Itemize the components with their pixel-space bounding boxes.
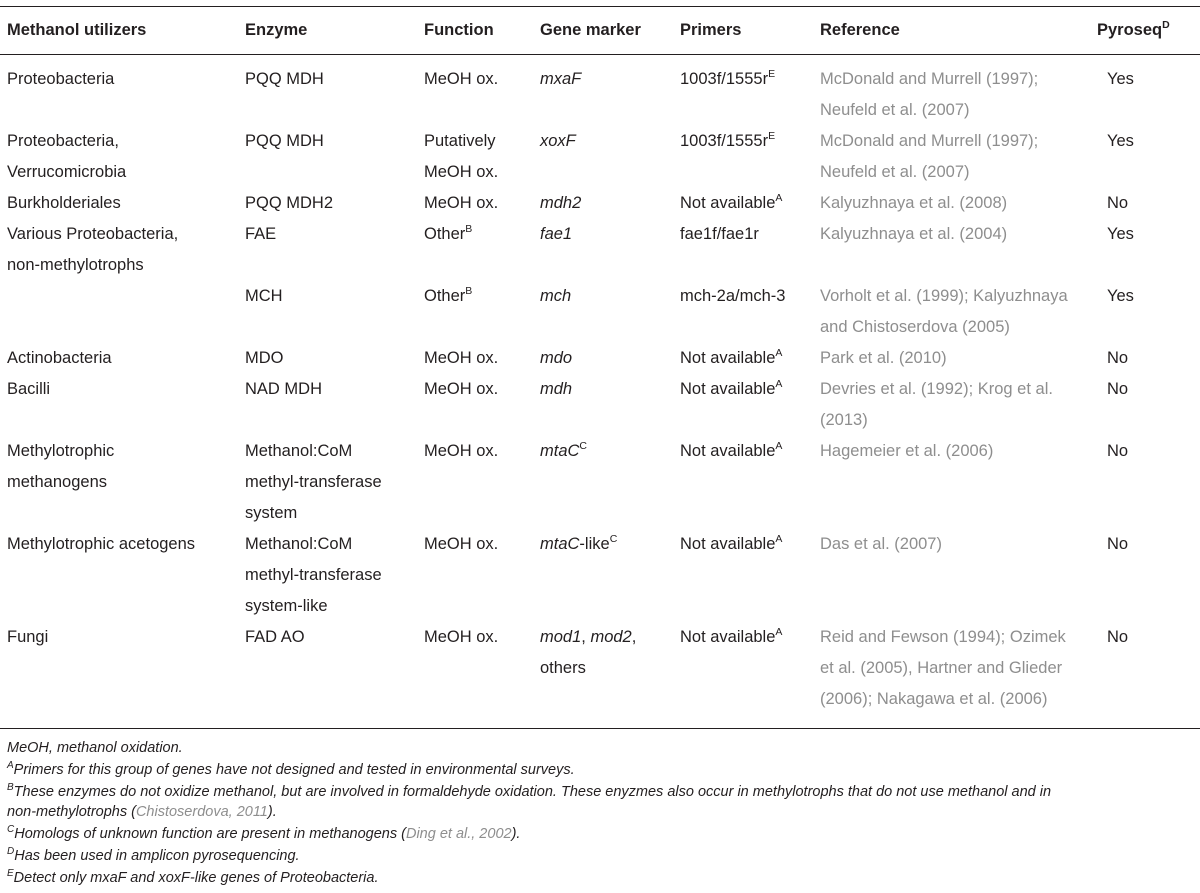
pyroseq-cell: No [1107, 442, 1129, 460]
table-top-rule [0, 6, 1200, 7]
primers-text: 1003f/1555r [680, 70, 769, 88]
methanol-utilizer-cell: Methylotrophic acetogens [7, 535, 196, 553]
primers-cell [680, 281, 785, 312]
reference-cell[interactable]: et al. (2005), Hartner and Glieder [820, 659, 1063, 677]
footnote-mark: A [775, 378, 783, 390]
primers-cell [680, 188, 782, 219]
primers-cell [680, 343, 782, 374]
header-function: Function [424, 21, 494, 39]
gene-name: xoxF [540, 132, 576, 150]
function-text: MeOH ox. [424, 70, 499, 88]
methanol-utilizer-cell: non-methylotrophs [7, 256, 144, 274]
pyroseq-cell: Yes [1107, 287, 1134, 305]
enzyme-cell: system-like [245, 597, 328, 615]
primers-text: mch-2a/mch-3 [680, 287, 786, 305]
function-text: MeOH ox. [424, 163, 499, 181]
enzyme-cell: methyl-transferase [245, 566, 382, 584]
footnote-e: $^E$Detect only mxaF and xoxF-like genes of Proteobacteria. [7, 868, 379, 886]
gene-suffix: -like [579, 535, 610, 553]
pyroseq-cell: Yes [1107, 225, 1134, 243]
gene-marker-cell [540, 219, 572, 250]
gene-name: mch [540, 287, 572, 305]
footnote-mark: B [465, 285, 473, 297]
primers-cell [680, 529, 782, 560]
footnote-c-citation[interactable]: Ding et al., 2002 [405, 826, 512, 842]
footnote-mark: A [775, 626, 783, 638]
enzyme-cell: MDO [245, 349, 284, 367]
enzyme-cell: Methanol:CoM [245, 442, 353, 460]
header-pyroseq: Pyroseq$^D$ [1097, 19, 1170, 39]
gene-separator: , [631, 628, 637, 646]
function-cell [424, 529, 498, 560]
enzyme-cell: PQQ MDH [245, 70, 324, 88]
methanol-utilizer-cell: Bacilli [7, 380, 51, 398]
gene-marker-cell [540, 64, 581, 95]
function-text: Other [424, 287, 466, 305]
footnote-c: $^C$Homologs of unknown function are present in methanogens (Ding et al., 2002). [7, 824, 521, 842]
footnote-b-citation[interactable]: Chistoserdova, 2011 [135, 804, 268, 820]
primers-text: Not available [680, 535, 776, 553]
gene-name: mtaC [540, 442, 580, 460]
function-text: MeOH ox. [424, 349, 499, 367]
methanol-utilizer-cell: Methylotrophic [7, 442, 115, 460]
reference-cell[interactable]: McDonald and Murrell (1997); [820, 132, 1039, 150]
gene-marker-cell [540, 281, 571, 312]
primers-cell [680, 622, 782, 653]
reference-cell[interactable]: Hagemeier et al. (2006) [820, 442, 994, 460]
enzyme-cell: FAD AO [245, 628, 305, 646]
gene-name: mdo [540, 349, 573, 367]
enzyme-cell: methyl-transferase [245, 473, 382, 491]
footnote-a: $^A$Primers for this group of genes have not designed and tested in environmental surveys. [7, 760, 575, 778]
reference-cell[interactable]: Das et al. (2007) [820, 535, 942, 553]
footnote-mark: C [609, 533, 618, 545]
primers-cell [680, 374, 782, 405]
pyroseq-cell: No [1107, 535, 1129, 553]
footnote-mark: A [775, 533, 783, 545]
primers-text: Not available [680, 628, 776, 646]
header-methanol-utilizers: Methanol utilizers [7, 21, 147, 39]
primers-cell [680, 126, 775, 157]
footnote-d: $^D$Has been used in amplicon pyrosequencing. [7, 846, 300, 864]
function-cell [424, 343, 498, 374]
primers-text: Not available [680, 349, 776, 367]
enzyme-cell: Methanol:CoM [245, 535, 353, 553]
pyroseq-cell: No [1107, 380, 1129, 398]
function-cell [424, 64, 498, 95]
header-primers: Primers [680, 21, 742, 39]
pyroseq-cell: Yes [1107, 132, 1134, 150]
reference-cell[interactable]: Kalyuzhnaya et al. (2004) [820, 225, 1008, 243]
gene-marker-cell [540, 126, 576, 157]
footnote-mark: A [775, 347, 783, 359]
methanol-utilizer-cell: Proteobacteria, [7, 132, 119, 150]
footnote-b: $^B$These enzymes do not oxidize methanol, but are involved in formaldehyde oxidation. These enyzmes also occur in methylotrophs that do not use methanol and in [7, 782, 1052, 800]
gene-marker-cell [540, 343, 572, 374]
gene-name: mxaF [540, 70, 582, 88]
function-text: Other [424, 225, 466, 243]
gene-separator: , [581, 628, 591, 646]
function-cell [424, 157, 498, 188]
function-text: MeOH ox. [424, 535, 499, 553]
methanol-utilizer-cell: Fungi [7, 628, 49, 646]
gene-marker-cell: others [540, 659, 586, 677]
primers-cell [680, 436, 782, 467]
footnote-abbreviation: MeOH, methanol oxidation. [7, 740, 183, 756]
header-rule [0, 54, 1200, 55]
function-cell [424, 622, 498, 653]
function-cell [424, 281, 472, 312]
header-gene-marker: Gene marker [540, 21, 641, 39]
reference-cell[interactable]: Kalyuzhnaya et al. (2008) [820, 194, 1008, 212]
methanol-utilizer-cell: Verrucomicrobia [7, 163, 127, 181]
enzyme-cell: PQQ MDH [245, 132, 324, 150]
gene-marker-cell [540, 436, 587, 467]
methanol-utilizer-cell: Actinobacteria [7, 349, 112, 367]
enzyme-cell: FAE [245, 225, 277, 243]
reference-cell[interactable]: and Chistoserdova (2005) [820, 318, 1010, 336]
function-cell [424, 188, 498, 219]
gene-name: mdh [540, 380, 573, 398]
enzyme-cell: MCH [245, 287, 283, 305]
function-text: Putatively [424, 132, 496, 150]
gene-marker-cell [540, 529, 617, 560]
primers-text: Not available [680, 442, 776, 460]
enzyme-cell: NAD MDH [245, 380, 322, 398]
table-bottom-rule [0, 728, 1200, 729]
methanol-utilizer-cell: Burkholderiales [7, 194, 121, 212]
header-reference: Reference [820, 21, 900, 39]
reference-cell[interactable]: McDonald and Murrell (1997); [820, 70, 1039, 88]
function-cell [424, 374, 498, 405]
header-enzyme: Enzyme [245, 21, 308, 39]
function-cell [424, 219, 472, 250]
function-cell [424, 126, 496, 157]
footnote-mark: E [768, 130, 776, 142]
function-text: MeOH ox. [424, 442, 499, 460]
reference-cell[interactable]: Vorholt et al. (1999); Kalyuzhnaya [820, 287, 1068, 305]
gene-name: mtaC [540, 535, 580, 553]
gene-name: fae1 [540, 225, 573, 243]
reference-cell[interactable]: (2013) [820, 411, 868, 429]
primers-cell [680, 64, 775, 95]
reference-cell[interactable]: Neufeld et al. (2007) [820, 163, 970, 181]
footnote-b-continued: non-methylotrophs (Chistoserdova, 2011). [7, 804, 277, 820]
footnote-mark: C [579, 440, 588, 452]
reference-cell[interactable]: Reid and Fewson (1994); Ozimek [820, 628, 1066, 646]
reference-cell[interactable]: (2006); Nakagawa et al. (2006) [820, 690, 1048, 708]
gene-name: mod1 [540, 628, 582, 646]
reference-cell[interactable]: Devries et al. (1992); Krog et al. [820, 380, 1053, 398]
footnote-mark: A [775, 440, 783, 452]
primers-text: Not available [680, 380, 776, 398]
gene-name: mdh2 [540, 194, 582, 212]
gene-marker-cell [540, 374, 572, 405]
function-text: MeOH ox. [424, 380, 499, 398]
function-text: MeOH ox. [424, 194, 499, 212]
primers-text: Not available [680, 194, 776, 212]
primers-cell [680, 219, 759, 250]
enzyme-cell: PQQ MDH2 [245, 194, 334, 212]
gene-marker-cell [540, 188, 581, 219]
methanol-utilizer-cell: methanogens [7, 473, 107, 491]
methanol-utilizer-cell: Proteobacteria [7, 70, 115, 88]
pyroseq-cell: No [1107, 194, 1129, 212]
enzyme-cell: system [245, 504, 298, 522]
gene-name: mod2 [590, 628, 632, 646]
reference-cell[interactable]: Neufeld et al. (2007) [820, 101, 970, 119]
primers-text: fae1f/fae1r [680, 225, 759, 243]
footnote-mark: E [768, 68, 776, 80]
pyroseq-cell: Yes [1107, 70, 1134, 88]
footnote-mark: A [775, 192, 783, 204]
reference-cell[interactable]: Park et al. (2010) [820, 349, 947, 367]
pyroseq-cell: No [1107, 628, 1129, 646]
gene-marker-cell [540, 622, 636, 653]
function-text: MeOH ox. [424, 628, 499, 646]
footnote-mark: B [465, 223, 473, 235]
function-cell [424, 436, 498, 467]
primers-text: 1003f/1555r [680, 132, 769, 150]
pyroseq-cell: No [1107, 349, 1129, 367]
methanol-utilizer-cell: Various Proteobacteria, [7, 225, 179, 243]
